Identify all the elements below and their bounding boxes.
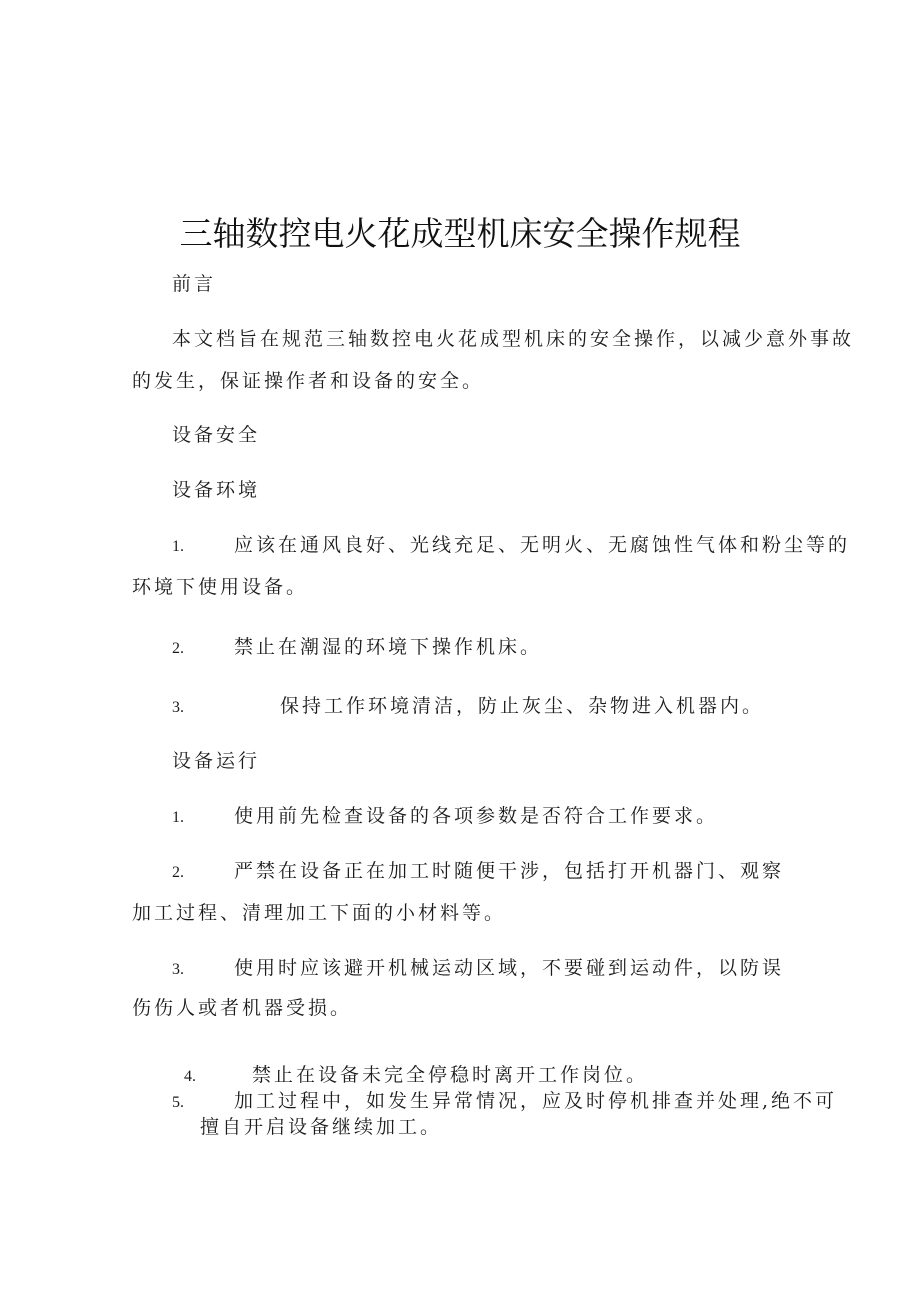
env-item-3-number: 3. — [172, 699, 184, 716]
env-item-2-number: 2. — [172, 640, 184, 657]
op-item-4-number: 4. — [184, 1068, 196, 1085]
op-item-2-line-2: 加工过程、清理加工下面的小材料等。 — [132, 902, 507, 924]
env-item-2-line-1: 禁止在潮湿的环境下操作机床。 — [234, 636, 543, 658]
op-item-5-line-2: 擅自开启设备继续加工。 — [200, 1116, 443, 1138]
env-item-3-line-1: 保持工作环境清洁，防止灰尘、杂物进入机器内。 — [280, 695, 765, 717]
op-item-3-number: 3. — [172, 961, 184, 978]
op-item-3-line-2: 伤伤人或者机器受损。 — [132, 997, 353, 1019]
preface-text-line-2: 的发生，保证操作者和设备的安全。 — [132, 370, 485, 392]
env-item-1-line-1: 应该在通风良好、光线充足、无明火、无腐蚀性气体和粉尘等的 — [234, 534, 851, 556]
subheading-operation: 设备运行 — [172, 750, 261, 772]
op-item-1-number: 1. — [172, 809, 184, 826]
op-item-5-number: 5. — [172, 1094, 184, 1111]
op-item-3-line-1: 使用时应该避开机械运动区域，不要碰到运动件，以防误 — [234, 957, 785, 979]
op-item-1-line-1: 使用前先检查设备的各项参数是否符合工作要求。 — [234, 805, 719, 827]
op-item-2-line-1: 严禁在设备正在加工时随便干涉，包括打开机器门、观察 — [234, 860, 785, 882]
op-item-4-line-1: 禁止在设备未完全停稳时离开工作岗位。 — [252, 1064, 649, 1086]
env-item-1-line-2: 环境下使用设备。 — [132, 576, 309, 598]
preface-text-line-1: 本文档旨在规范三轴数控电火花成型机床的安全操作，以减少意外事故 — [172, 328, 855, 350]
env-item-1-number: 1. — [172, 538, 184, 555]
section-heading-equipment-safety: 设备安全 — [172, 424, 261, 446]
op-item-2-number: 2. — [172, 864, 184, 881]
op-item-5-line-1: 加工过程中，如发生异常情况，应及时停机排查并处理,绝不可 — [234, 1090, 838, 1112]
preface-heading: 前言 — [172, 273, 217, 295]
document-title: 三轴数控电火花成型机床安全操作规程 — [179, 214, 741, 253]
subheading-environment: 设备环境 — [172, 479, 261, 501]
